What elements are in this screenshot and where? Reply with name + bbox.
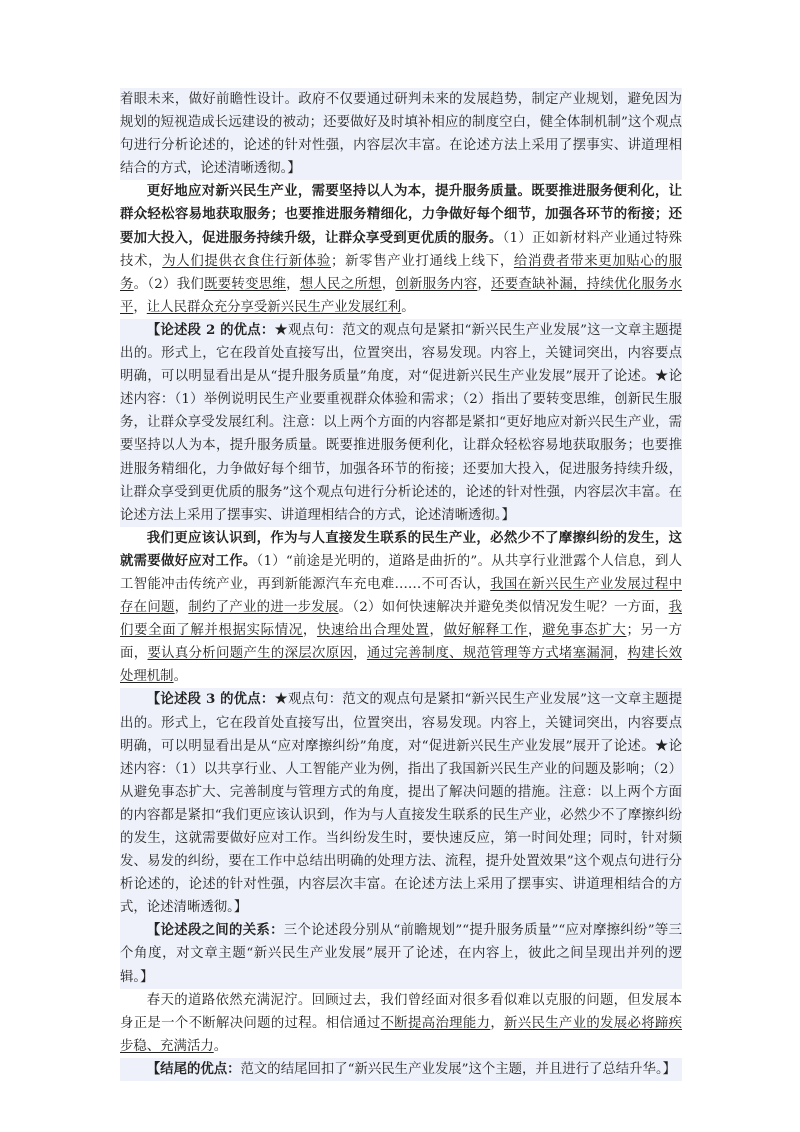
text-run: ， (133, 299, 147, 315)
underlined-phrase: 构建长效处理机制 (120, 646, 683, 685)
text-run: ， (302, 623, 317, 639)
text-run: （1）正如新材料产业通过特殊技术， (120, 230, 682, 269)
underlined-phrase: 还要查缺补漏，持续优化服务水平 (120, 276, 683, 315)
text-run: ， (286, 276, 300, 292)
underlined-phrase: 创新服务内容 (395, 276, 478, 292)
relations-heading: 【论述段之间的关系： (146, 922, 284, 939)
underlined-phrase: 让人民群众充分享受新兴民生产业发展红利 (146, 299, 402, 315)
underlined-phrase: 要认真分析问题产生的深层次原因 (147, 646, 354, 662)
paragraph-3-analysis (120, 319, 682, 527)
underlined-phrase: 不断提高治理能力 (380, 1015, 491, 1031)
underlined-phrase: 既要转变思维 (204, 276, 287, 292)
underlined-phrase: 通过完善制度、规范管理等方式堵塞漏洞 (366, 646, 614, 662)
underlined-phrase: 想人民之所想 (299, 276, 382, 292)
underlined-phrase: 制约了产业的进一步发展 (188, 600, 339, 616)
paragraph-6-relations (120, 919, 682, 988)
text-run: ， (477, 276, 492, 292)
analysis-3-heading: 【论述段 3 的优点： (146, 691, 275, 708)
text-run: 春天的道路依然充满泥泞。回顾过去，我们曾经面对很多看似难以克服的问题，但发展本身正是一个不断解决问题的过程。相信通过 (120, 992, 682, 1031)
relations-text: 三个论述段分别从“前瞻规划”“提升服务质量”“应对摩擦纠纷”等三个角度，对文章主题“新兴民生产业发展”展开了论述，在内容上，彼此之间呈现出并列的逻辑。】 (120, 923, 682, 985)
document-page (120, 88, 682, 1081)
text-run: ， (174, 600, 189, 616)
paragraph-2-argument (120, 180, 682, 319)
text-run: 。 (401, 299, 415, 315)
text-run: 。 (173, 669, 187, 685)
text-run: 。（2）我们 (133, 276, 205, 292)
analysis-3-text: ★观点句：范文的观点句是紧扣“新兴民生产业发展”这一文章主题提出的。形式上，它在段首处直接写出，位置突出，容易发现。内容上，关键词突出，内容要点明确，可以明显看出是从“应对摩擦纠纷”角度，对“促进新兴民生产业发展”展开了论述。★论述内容：（1）以共享行业、人工智能产业为例，指出了我国新兴民生产业的问题及影响；（2）从避免事态扩大、完善制度与管理方式的角度，提出了解决问题的措施。注意：以上两个方面的内容都是紧扣“我们更应该认识到，作为与人直接发生联系的民生产业，必然少不了摩擦纠纷的发生，这就需要做好应对工作。当纠纷发生时，要快速反应，第一时间处理；同时，针对频发、易发的纠纷，要在工作中总结出明确的处理方法、流程，提升处置效果”这个观点句进行分析论述的，论述的针对性强，内容层次丰富。在论述方法上采用了摆事实、讲道理相结合的方式，论述清晰透彻。】 (120, 692, 682, 916)
paragraph-8-ending-analysis (120, 1058, 682, 1081)
paragraph-1-text: 着眼未来，做好前瞻性设计。政府不仅要通过研判未来的发展趋势，制定产业规划，避免因为规划的短视造成长远建设的被动；还要做好及时填补相应的制度空白，健全体制机制”这个观点句进行分析论述的，论述的针对性强，内容层次丰富。在论述方法上采用了摆事实、讲道理相结合的方式，论述清晰透彻。】 (120, 92, 682, 177)
underlined-phrase: 我们要全面了解并根据实际情况 (120, 600, 683, 639)
argument-3-thesis: 我们更应该认识到，作为与人直接发生联系的民生产业，必然少不了摩擦纠纷的发生，这就需要做好应对工作。 (120, 529, 682, 569)
underlined-phrase: 我国在新兴民生产业发展过程中存在问题 (120, 576, 682, 616)
text-run: ， (490, 1015, 505, 1031)
text-run: ， (429, 623, 444, 639)
paragraph-5-analysis (120, 688, 682, 919)
underlined-phrase: 为人们提供衣食住行新体验 (162, 253, 332, 269)
paragraph-1-analysis-tail (120, 88, 682, 180)
text-run: ， (527, 623, 543, 639)
underlined-phrase: 避免事态扩大 (542, 623, 627, 639)
analysis-2-heading: 【论述段 2 的优点： (146, 321, 275, 338)
ending-heading: 【结尾的优点： (146, 1060, 241, 1077)
underlined-phrase: 新兴民生产业的发展必将蹄疾步稳、充满活力 (120, 1015, 683, 1054)
argument-2-thesis: 更好地应对新兴民生产业，需要坚持以人为本，提升服务质量。既要推进服务便利化，让群众轻松容易地获取服务；也要推进服务精细化，力争做好每个细节，加强各环节的衔接；还要加大投入，促进服务持续升级，让群众享受到更优质的服务。 (120, 183, 682, 246)
text-run: ， (381, 276, 396, 292)
ending-text: 范文的结尾回扣了“新兴民生产业发展”这个主题，并且进行了总结升华。】 (240, 1061, 677, 1077)
text-run: ；新零售产业打通线上线下， (331, 253, 514, 269)
underlined-phrase: 快速给出合理处置 (316, 623, 430, 639)
text-run: ， (613, 646, 628, 662)
text-run: ， (353, 646, 367, 662)
paragraph-4-argument (120, 527, 682, 689)
text-run: 。（2）如何快速解决并避免类似情况发生呢？一方面， (338, 600, 669, 616)
text-run: 。 (213, 1038, 228, 1054)
underlined-phrase: 做好解释工作 (443, 623, 528, 639)
text-run: ；另一方面， (120, 623, 683, 662)
analysis-2-text: ★观点句：范文的观点句是紧扣“新兴民生产业发展”这一文章主题提出的。形式上，它在段首处直接写出，位置突出，容易发现。内容上，关键词突出，内容要点明确，可以明显看出是从“提升服务质量”角度，对“促进新兴民生产业发展”展开了论述。★论述内容：（1）举例说明民生产业要重视群众体验和需求；（2）指出了要转变思维，创新民生服务，让群众享受发展红利。注意：以上两个方面的内容都是紧扣“更好地应对新兴民生产业，需要坚持以人为本，提升服务质量。既要推进服务便利化，让群众轻松容易地获取服务；也要推进服务精细化，力争做好每个细节，加强各环节的衔接；还要加大投入，促进服务持续升级，让群众享受到更优质的服务”这个观点句进行分析论述的，论述的针对性强，内容层次丰富。在论述方法上采用了摆事实、讲道理相结合的方式，论述清晰透彻。】 (120, 322, 682, 523)
paragraph-7-conclusion (120, 989, 682, 1058)
underlined-phrase: 给消费者带来更加贴心的服务 (120, 253, 683, 292)
text-run: （1）“前途是光明的，道路是曲折的”。从共享行业泄露个人信息，到人工智能冲击传统产业，再到新能源汽车充电难……不可否认， (120, 553, 683, 592)
